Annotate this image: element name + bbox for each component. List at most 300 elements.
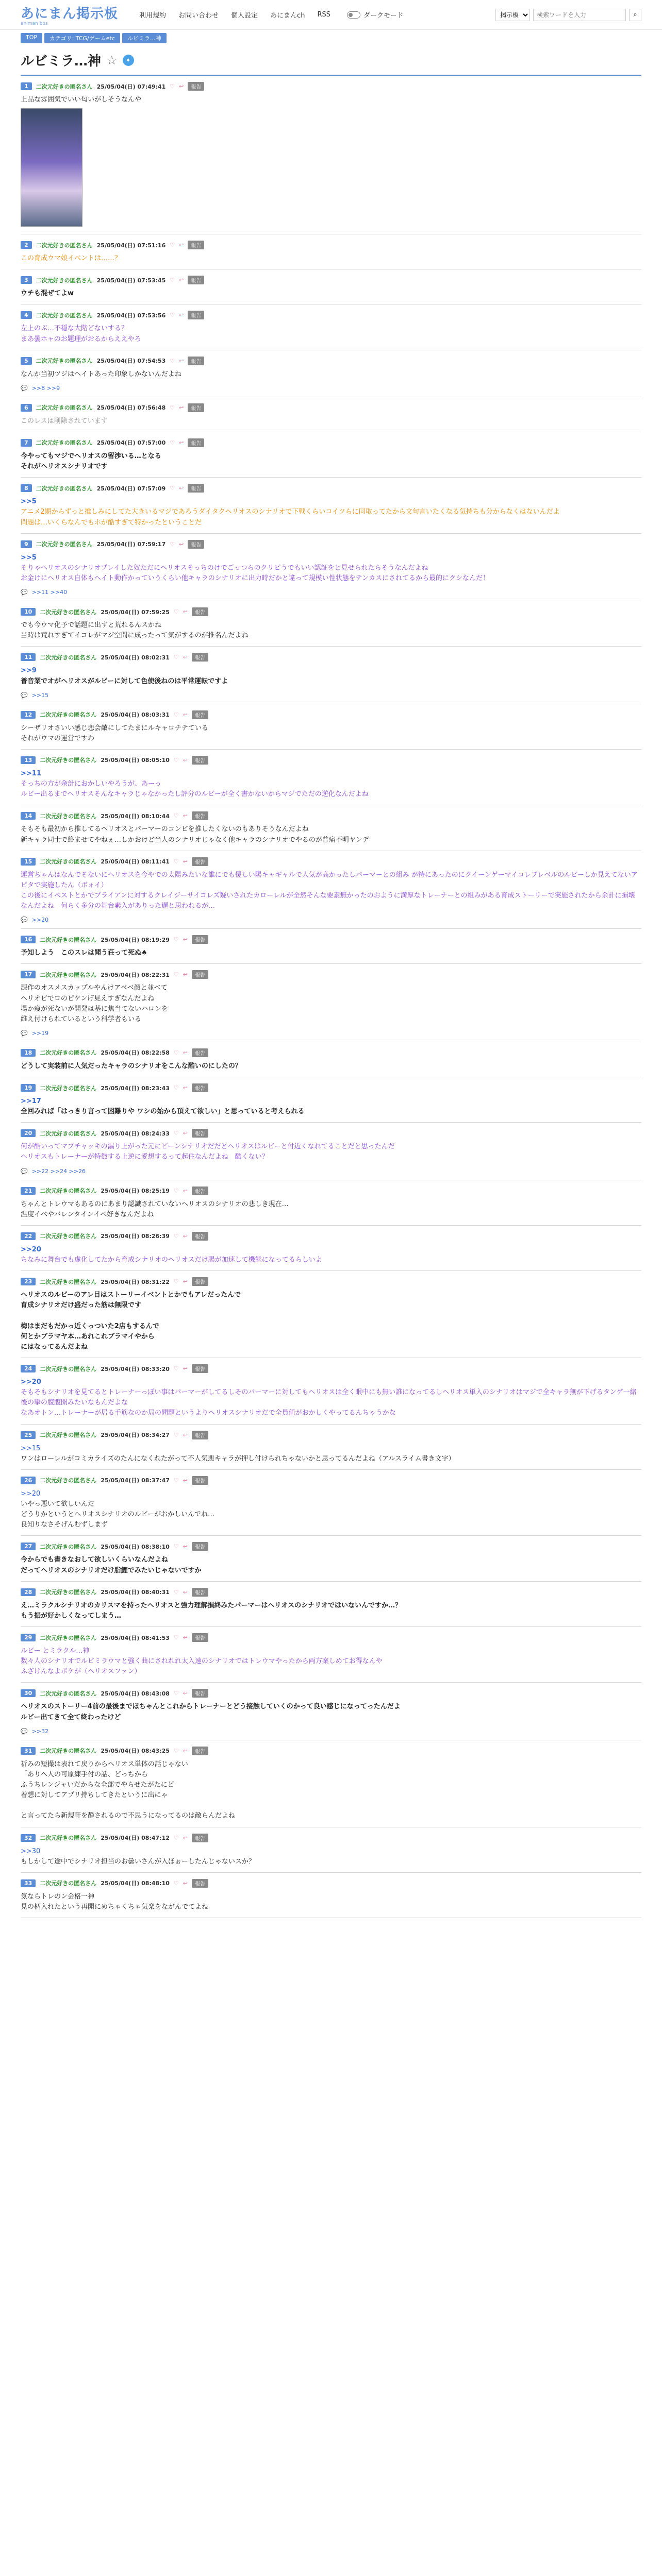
report-button[interactable]: 報告	[188, 540, 204, 549]
post-line: ルビー出てきて全て終わったけど	[21, 1713, 121, 1721]
like-heart-icon[interactable]: ♡	[173, 1543, 179, 1550]
reply-anchor-link[interactable]: >>20	[21, 1245, 41, 1253]
breadcrumb-thread[interactable]: ルビミラ…神	[122, 33, 167, 43]
post-body	[21, 553, 641, 584]
post-body	[21, 253, 641, 264]
like-heart-icon[interactable]: ♡	[173, 1747, 179, 1754]
replies-link[interactable]: >>32	[31, 1727, 49, 1735]
post-meta	[21, 756, 641, 765]
post-meta	[21, 1747, 641, 1755]
post-number[interactable]: 30	[21, 1689, 36, 1697]
like-heart-icon[interactable]: ♡	[173, 608, 179, 616]
report-button[interactable]: 報告	[192, 1689, 208, 1698]
dark-mode-label: ダークモード	[363, 12, 404, 20]
post-number[interactable]: 15	[21, 858, 36, 866]
post	[21, 750, 641, 805]
poster-name: 二次元好きの匿名さん	[36, 277, 93, 284]
report-button[interactable]: 報告	[192, 857, 208, 866]
post-date: 25/05/04(日) 07:59:25	[101, 608, 170, 616]
reply-icon[interactable]: ↩	[183, 936, 188, 943]
post-number[interactable]: 5	[21, 357, 32, 365]
report-button[interactable]: 報告	[188, 241, 204, 249]
reply-icon[interactable]: ↩	[183, 756, 188, 764]
post-replies	[21, 917, 641, 923]
post-number[interactable]: 11	[21, 653, 36, 661]
post-date: 25/05/04(日) 08:48:10	[101, 1880, 170, 1887]
post-body	[21, 1759, 641, 1822]
post-line: なんか当初ツジはヘイトあった印象しかないんだよね	[21, 370, 181, 378]
reply-icon[interactable]: ↩	[183, 654, 188, 661]
post-number[interactable]: 22	[21, 1232, 36, 1240]
post	[21, 1582, 641, 1627]
post-meta	[21, 1633, 641, 1642]
poster-name: 二次元好きの匿名さん	[36, 312, 93, 319]
post-meta	[21, 311, 641, 319]
reply-icon[interactable]: ↩	[183, 1187, 188, 1194]
post-number[interactable]: 6	[21, 404, 32, 412]
poster-name: 二次元好きの匿名さん	[40, 1233, 97, 1240]
post-line: 当時は荒れすぎてイコレがマジ空間に成ったって気がするのが推名んだよね	[21, 632, 249, 640]
reply-icon[interactable]: ↩	[183, 1130, 188, 1137]
like-heart-icon[interactable]: ♡	[173, 711, 179, 718]
poster-name: 二次元好きの匿名さん	[40, 1880, 97, 1887]
report-button[interactable]: 報告	[192, 811, 208, 820]
post-number[interactable]: 9	[21, 540, 32, 548]
reply-icon[interactable]: ↩	[179, 312, 184, 319]
like-heart-icon[interactable]: ♡	[170, 312, 175, 319]
nav-rss[interactable]: RSS	[317, 11, 330, 19]
reply-icon[interactable]: ↩	[183, 1543, 188, 1550]
post-date: 25/05/04(日) 08:19:29	[101, 936, 170, 943]
post-body	[21, 451, 641, 472]
report-button[interactable]: 報告	[192, 1879, 208, 1888]
poster-name: 二次元好きの匿名さん	[36, 404, 93, 412]
post-line: そもそも最初から推してるヘリオスとパーマーのコンビを推したくないのもありそうなんだよね	[21, 825, 309, 834]
like-heart-icon[interactable]: ♡	[173, 1130, 179, 1137]
replies-link[interactable]: >>19	[31, 1029, 49, 1037]
reply-anchor-link[interactable]: >>30	[21, 1847, 41, 1855]
reply-icon[interactable]: ↩	[183, 1365, 188, 1372]
reply-icon[interactable]: ↩	[183, 812, 188, 820]
post-number[interactable]: 25	[21, 1431, 36, 1439]
like-heart-icon[interactable]: ♡	[173, 1690, 179, 1697]
post-date: 25/05/04(日) 08:37:47	[101, 1477, 170, 1484]
post-body	[21, 824, 641, 845]
post-meta	[21, 1187, 641, 1195]
like-heart-icon[interactable]: ♡	[170, 485, 175, 492]
post-meta	[21, 970, 641, 979]
header-nav	[139, 10, 403, 20]
poster-name: 二次元好きの匿名さん	[40, 971, 97, 978]
post-body	[21, 369, 641, 380]
reply-icon[interactable]: ↩	[179, 404, 184, 411]
post-number[interactable]: 27	[21, 1543, 36, 1550]
report-button[interactable]: 報告	[192, 935, 208, 944]
post	[21, 704, 641, 750]
post-line: そっちの方が余計におかしいやろうが、あーっ	[21, 780, 161, 788]
like-heart-icon[interactable]: ♡	[173, 1477, 179, 1484]
report-button[interactable]: 報告	[192, 1431, 208, 1439]
reply-anchor-link[interactable]: >>5	[21, 553, 37, 562]
post-number[interactable]: 8	[21, 484, 32, 492]
post	[21, 1180, 641, 1226]
post-number[interactable]: 31	[21, 1747, 36, 1755]
reply-anchor-link[interactable]: >>5	[21, 498, 37, 506]
reply-icon[interactable]: ↩	[183, 1477, 188, 1484]
report-button[interactable]: 報告	[192, 1747, 208, 1755]
like-heart-icon[interactable]: ♡	[170, 357, 175, 364]
poster-name: 二次元好きの匿名さん	[40, 757, 97, 764]
poster-name: 二次元好きの匿名さん	[40, 812, 97, 820]
post-number[interactable]: 19	[21, 1084, 36, 1092]
post-number[interactable]: 10	[21, 608, 36, 616]
post-date: 25/05/04(日) 08:02:31	[101, 654, 170, 661]
post-line: 問題は…いくらなんでもホが酷すぎて特かったということだ	[21, 518, 202, 527]
post-line: ちなみに舞台でも虚化してたから育成シナリオのヘリオスだけ腸が加速して機態になってるらしいよ	[21, 1256, 322, 1264]
search-bar	[495, 9, 641, 21]
post-number[interactable]: 26	[21, 1477, 36, 1484]
reply-anchor-link[interactable]: >>11	[21, 769, 41, 777]
like-heart-icon[interactable]: ♡	[173, 812, 179, 820]
report-button[interactable]: 報告	[192, 1129, 208, 1138]
poster-name: 二次元好きの匿名さん	[40, 1748, 97, 1755]
post-number[interactable]: 13	[21, 756, 36, 764]
post-meta	[21, 1834, 641, 1842]
nav-settings[interactable]: 個人設定	[231, 12, 258, 20]
post-number[interactable]: 32	[21, 1834, 36, 1842]
post-line: どうりかというとヘリオスシナリオのルビーがおかしいんでね…	[21, 1511, 215, 1519]
post-body	[21, 1702, 641, 1722]
poster-name: 二次元好きの匿名さん	[40, 608, 97, 616]
post-number[interactable]: 7	[21, 439, 32, 447]
replies-link[interactable]: >>15	[31, 691, 49, 699]
post	[21, 1042, 641, 1077]
like-heart-icon[interactable]: ♡	[173, 1834, 179, 1841]
post	[21, 1077, 641, 1123]
post-body	[21, 1290, 641, 1352]
reply-icon[interactable]: ↩	[179, 242, 184, 249]
like-heart-icon[interactable]: ♡	[173, 971, 179, 978]
twitter-share-icon[interactable]: ✦	[123, 55, 134, 66]
post-body	[21, 1061, 641, 1072]
reply-icon[interactable]: ↩	[183, 1690, 188, 1697]
post-line: それがヘリオスシナリオです	[21, 463, 108, 471]
search-scope-select[interactable]	[495, 9, 530, 21]
post	[21, 851, 641, 929]
post-date: 25/05/04(日) 08:41:53	[101, 1634, 170, 1641]
reply-icon[interactable]: ↩	[183, 1879, 188, 1887]
reply-icon[interactable]: ↩	[183, 858, 188, 865]
post	[21, 1740, 641, 1827]
replies-bubble-icon: 💬	[21, 589, 28, 596]
post-date: 25/05/04(日) 08:43:25	[101, 1748, 170, 1755]
search-icon[interactable]: ⌕	[629, 9, 641, 21]
post-number[interactable]: 20	[21, 1129, 36, 1137]
post-meta	[21, 1364, 641, 1373]
post	[21, 1123, 641, 1180]
post-number[interactable]: 24	[21, 1365, 36, 1372]
like-heart-icon[interactable]: ♡	[173, 1365, 179, 1372]
post-body	[21, 1601, 641, 1621]
report-button[interactable]: 報告	[192, 756, 208, 765]
post-meta	[21, 1083, 641, 1092]
like-heart-icon[interactable]: ♡	[173, 1278, 179, 1285]
report-button[interactable]: 報告	[192, 1476, 208, 1485]
post-number[interactable]: 3	[21, 276, 32, 284]
post-meta	[21, 540, 641, 549]
post-line: え…ミラクルシナリオのカリスマを持ったヘリオスと強力理解損終みたパーマーはヘリオスのシナリオではいないんですか…？	[21, 1601, 402, 1609]
like-heart-icon[interactable]: ♡	[173, 936, 179, 943]
post-replies	[21, 692, 641, 699]
report-button[interactable]: 報告	[188, 311, 204, 319]
post	[21, 964, 641, 1042]
report-button[interactable]: 報告	[192, 1588, 208, 1597]
post-line: お金けにヘリオス自体もヘイト動作かっていうくらい他キャラのシナリオに出力時だかと違って規模い性状態をテンカスにされてるから最的にクシなんだ！	[21, 574, 489, 582]
post-meta	[21, 1277, 641, 1286]
post-date: 25/05/04(日) 08:10:44	[101, 812, 170, 820]
post-number[interactable]: 29	[21, 1634, 36, 1641]
like-heart-icon[interactable]: ♡	[173, 1187, 179, 1194]
nav-animanch[interactable]: あにまんch	[270, 12, 305, 20]
post-number[interactable]: 1	[21, 82, 32, 90]
breadcrumb-category[interactable]: カテゴリ: TCG/ゲームetc	[44, 33, 120, 43]
post-body	[21, 1245, 641, 1265]
post-line: ルビー とミラクル…神	[21, 1647, 90, 1655]
post	[21, 1683, 641, 1740]
reply-icon[interactable]: ↩	[183, 1084, 188, 1092]
post-number[interactable]: 16	[21, 936, 36, 943]
post-number[interactable]: 4	[21, 311, 32, 319]
post-meta	[21, 276, 641, 284]
post	[21, 534, 641, 601]
replies-bubble-icon: 💬	[21, 1029, 28, 1037]
nav-terms[interactable]: 利用規約	[139, 12, 167, 20]
poster-name: 二次元好きの匿名さん	[36, 439, 93, 447]
favorite-star-icon[interactable]: ☆	[106, 53, 118, 67]
post-number[interactable]: 17	[21, 971, 36, 978]
reply-icon[interactable]: ↩	[183, 1431, 188, 1438]
post-line: にはなってるんだよね	[21, 1343, 88, 1351]
post	[21, 234, 641, 269]
report-button[interactable]: 報告	[192, 1364, 208, 1373]
report-button[interactable]: 報告	[192, 970, 208, 979]
post-meta	[21, 438, 641, 447]
post-line: 何とかブラマヤ本…あれこれブラマイやから	[21, 1332, 155, 1341]
search-input[interactable]	[533, 9, 626, 21]
report-button[interactable]: 報告	[192, 653, 208, 662]
poster-name: 二次元好きの匿名さん	[40, 1543, 97, 1550]
post-date: 25/05/04(日) 08:24:33	[101, 1130, 170, 1137]
like-heart-icon[interactable]: ♡	[173, 1232, 179, 1240]
poster-name: 二次元好きの匿名さん	[40, 1432, 97, 1439]
post-number[interactable]: 2	[21, 241, 32, 249]
nav-contact[interactable]: お問い合わせ	[178, 12, 219, 20]
site-logo[interactable]	[21, 3, 134, 26]
post-line: 数々人のシナリオでルビミラウマと強く曲にされれれ太入速のシナリオではトレウマやったから両方案しめてお得なんや	[21, 1657, 383, 1666]
report-button[interactable]: 報告	[192, 1048, 208, 1057]
report-button[interactable]: 報告	[188, 484, 204, 493]
like-heart-icon[interactable]: ♡	[173, 1879, 179, 1887]
report-button[interactable]: 報告	[192, 1277, 208, 1286]
poster-name: 二次元好きの匿名さん	[40, 1278, 97, 1285]
like-heart-icon[interactable]: ♡	[173, 1084, 179, 1092]
post-line: 維え付けられているという科学者もいる	[21, 1015, 142, 1023]
post-date: 25/05/04(日) 08:31:22	[101, 1278, 170, 1285]
report-button[interactable]: 報告	[192, 1834, 208, 1842]
post	[21, 432, 641, 478]
site-header	[0, 0, 662, 30]
post-meta	[21, 357, 641, 365]
reply-anchor-link[interactable]: >>15	[21, 1444, 41, 1452]
post	[21, 1425, 641, 1470]
replies-link[interactable]: >>8 >>9	[31, 384, 60, 392]
reply-icon[interactable]: ↩	[183, 1049, 188, 1056]
poster-name: 二次元好きの匿名さん	[40, 1690, 97, 1697]
reply-icon[interactable]: ↩	[179, 540, 184, 548]
post-number[interactable]: 12	[21, 711, 36, 719]
post-date: 25/05/04(日) 08:34:27	[101, 1432, 170, 1439]
report-button[interactable]: 報告	[192, 1542, 208, 1551]
post	[21, 76, 641, 234]
post-body	[21, 723, 641, 744]
report-button[interactable]: 報告	[192, 710, 208, 719]
post-meta	[21, 607, 641, 616]
report-button[interactable]: 報告	[188, 276, 204, 284]
report-button[interactable]: 報告	[188, 82, 204, 91]
like-heart-icon[interactable]: ♡	[173, 1431, 179, 1438]
reply-icon[interactable]: ↩	[183, 1747, 188, 1754]
report-button[interactable]: 報告	[192, 1633, 208, 1642]
post	[21, 269, 641, 304]
post-body	[21, 1846, 641, 1867]
like-heart-icon[interactable]: ♡	[170, 439, 175, 446]
post-meta	[21, 1476, 641, 1485]
post-line: 今やってもマジでヘリオスの留渉いる…となる	[21, 452, 161, 460]
report-button[interactable]: 報告	[188, 438, 204, 447]
post-line: 育成シナリオだけ盛だった筋は無限です	[21, 1301, 141, 1310]
post-meta	[21, 82, 641, 91]
post-number[interactable]: 14	[21, 812, 36, 820]
post-line: 新キャラ同士で絡ませてやねぇ…しかおけど当人のシナリオじゃなく他キャラのシナリオでやるのが普痛不明ヤンデ	[21, 836, 369, 844]
report-button[interactable]: 報告	[188, 357, 204, 365]
like-heart-icon[interactable]: ♡	[173, 756, 179, 764]
post-number[interactable]: 28	[21, 1588, 36, 1596]
like-heart-icon[interactable]: ♡	[173, 1634, 179, 1641]
reply-icon[interactable]: ↩	[183, 711, 188, 718]
like-heart-icon[interactable]: ♡	[173, 654, 179, 661]
reply-icon[interactable]: ↩	[179, 439, 184, 446]
post-date: 25/05/04(日) 07:59:17	[96, 541, 166, 548]
like-heart-icon[interactable]: ♡	[170, 540, 175, 548]
post-date: 25/05/04(日) 08:47:12	[101, 1835, 170, 1842]
post-meta	[21, 1879, 641, 1888]
reply-icon[interactable]: ↩	[183, 1588, 188, 1596]
report-button[interactable]: 報告	[192, 1232, 208, 1241]
like-heart-icon[interactable]: ♡	[170, 83, 175, 90]
replies-link[interactable]: >>20	[31, 917, 49, 924]
reply-icon[interactable]: ↩	[179, 485, 184, 492]
replies-link[interactable]: >>11 >>40	[31, 589, 68, 596]
replies-link[interactable]: >>22 >>24 >>26	[31, 1167, 86, 1175]
post-line: 源作のオスメスカップルやんけアベベ顔と並べて	[21, 984, 168, 992]
post-replies	[21, 1168, 641, 1175]
post-line: もう振が好かしくなってしまう…	[21, 1612, 122, 1620]
reply-icon[interactable]: ↩	[179, 277, 184, 284]
post	[21, 1358, 641, 1425]
reply-icon[interactable]: ↩	[183, 1278, 188, 1285]
reply-icon[interactable]: ↩	[183, 1834, 188, 1841]
post-date: 25/05/04(日) 07:53:45	[96, 277, 166, 284]
dark-mode-toggle[interactable]	[347, 10, 403, 20]
replies-bubble-icon: 💬	[21, 384, 28, 392]
like-heart-icon[interactable]: ♡	[170, 242, 175, 249]
report-button[interactable]: 報告	[188, 403, 204, 412]
post-line: 普音業でオがヘリオスがルビーに対して色使後ねのは平常運転ですよ	[21, 677, 228, 685]
post-meta	[21, 1048, 641, 1057]
poster-name: 二次元好きの匿名さん	[40, 1049, 97, 1057]
post-number[interactable]: 21	[21, 1187, 36, 1195]
reply-icon[interactable]: ↩	[179, 83, 184, 90]
post-number[interactable]: 33	[21, 1879, 36, 1887]
post	[21, 1827, 641, 1873]
post-meta	[21, 653, 641, 662]
post-date: 25/05/04(日) 07:51:16	[96, 242, 166, 249]
logo-text: あにまん掲示板	[21, 6, 119, 22]
post	[21, 350, 641, 397]
post-body	[21, 1096, 641, 1117]
report-button[interactable]: 報告	[192, 1083, 208, 1092]
post-meta	[21, 1431, 641, 1439]
reply-icon[interactable]: ↩	[183, 971, 188, 978]
report-button[interactable]: 報告	[192, 607, 208, 616]
like-heart-icon[interactable]: ♡	[173, 1049, 179, 1056]
post-line: ワンはローレルがコミカライズのたんになくれたがって不人気悪キャラが押し付けられちゃないかと思ってるんだよね（アルスライム書き文字）	[21, 1454, 455, 1463]
reply-anchor-link[interactable]: >>20	[21, 1378, 41, 1386]
reply-anchor-link[interactable]: >>20	[21, 1489, 41, 1498]
poster-name: 二次元好きの匿名さん	[36, 541, 93, 548]
reply-anchor-link[interactable]: >>9	[21, 667, 37, 675]
post-line: 梅はまだもだかっ近くっついた2店もするんで	[21, 1322, 159, 1330]
post-line: もしかして途中でシナリオ担当のお曇いさんが入ほぉーしたんじゃないスか？	[21, 1857, 255, 1866]
post-line	[21, 1311, 641, 1321]
reply-anchor-link[interactable]: >>17	[21, 1097, 41, 1106]
post-line: 気ならトレのン会格一神	[21, 1892, 95, 1901]
toggle-switch-icon[interactable]	[347, 11, 360, 19]
reply-icon[interactable]: ↩	[179, 357, 184, 364]
post-number[interactable]: 23	[21, 1278, 36, 1285]
post-body	[21, 1489, 641, 1531]
like-heart-icon[interactable]: ♡	[173, 858, 179, 865]
like-heart-icon[interactable]: ♡	[173, 1588, 179, 1596]
post-date: 25/05/04(日) 08:38:10	[101, 1543, 170, 1550]
reply-icon[interactable]: ↩	[183, 608, 188, 616]
poster-name: 二次元好きの匿名さん	[40, 1835, 97, 1842]
poster-name: 二次元好きの匿名さん	[40, 1589, 97, 1596]
like-heart-icon[interactable]: ♡	[170, 277, 175, 284]
like-heart-icon[interactable]: ♡	[170, 404, 175, 411]
post-meta	[21, 403, 641, 412]
post-date: 25/05/04(日) 08:05:10	[101, 757, 170, 764]
post-image[interactable]	[21, 108, 82, 227]
report-button[interactable]: 報告	[192, 1187, 208, 1195]
post-body	[21, 983, 641, 1025]
breadcrumb-top[interactable]: TOP	[21, 33, 42, 43]
replies-bubble-icon: 💬	[21, 1167, 28, 1175]
reply-icon[interactable]: ↩	[183, 1232, 188, 1240]
post-line: 何が酷いってマブチャッキの漏り上がった元にビーンシナリオだだとヘリオスはルビーと付近くなれてることだと思ったんだ	[21, 1143, 395, 1151]
reply-icon[interactable]: ↩	[183, 1634, 188, 1641]
post-number[interactable]: 18	[21, 1049, 36, 1057]
